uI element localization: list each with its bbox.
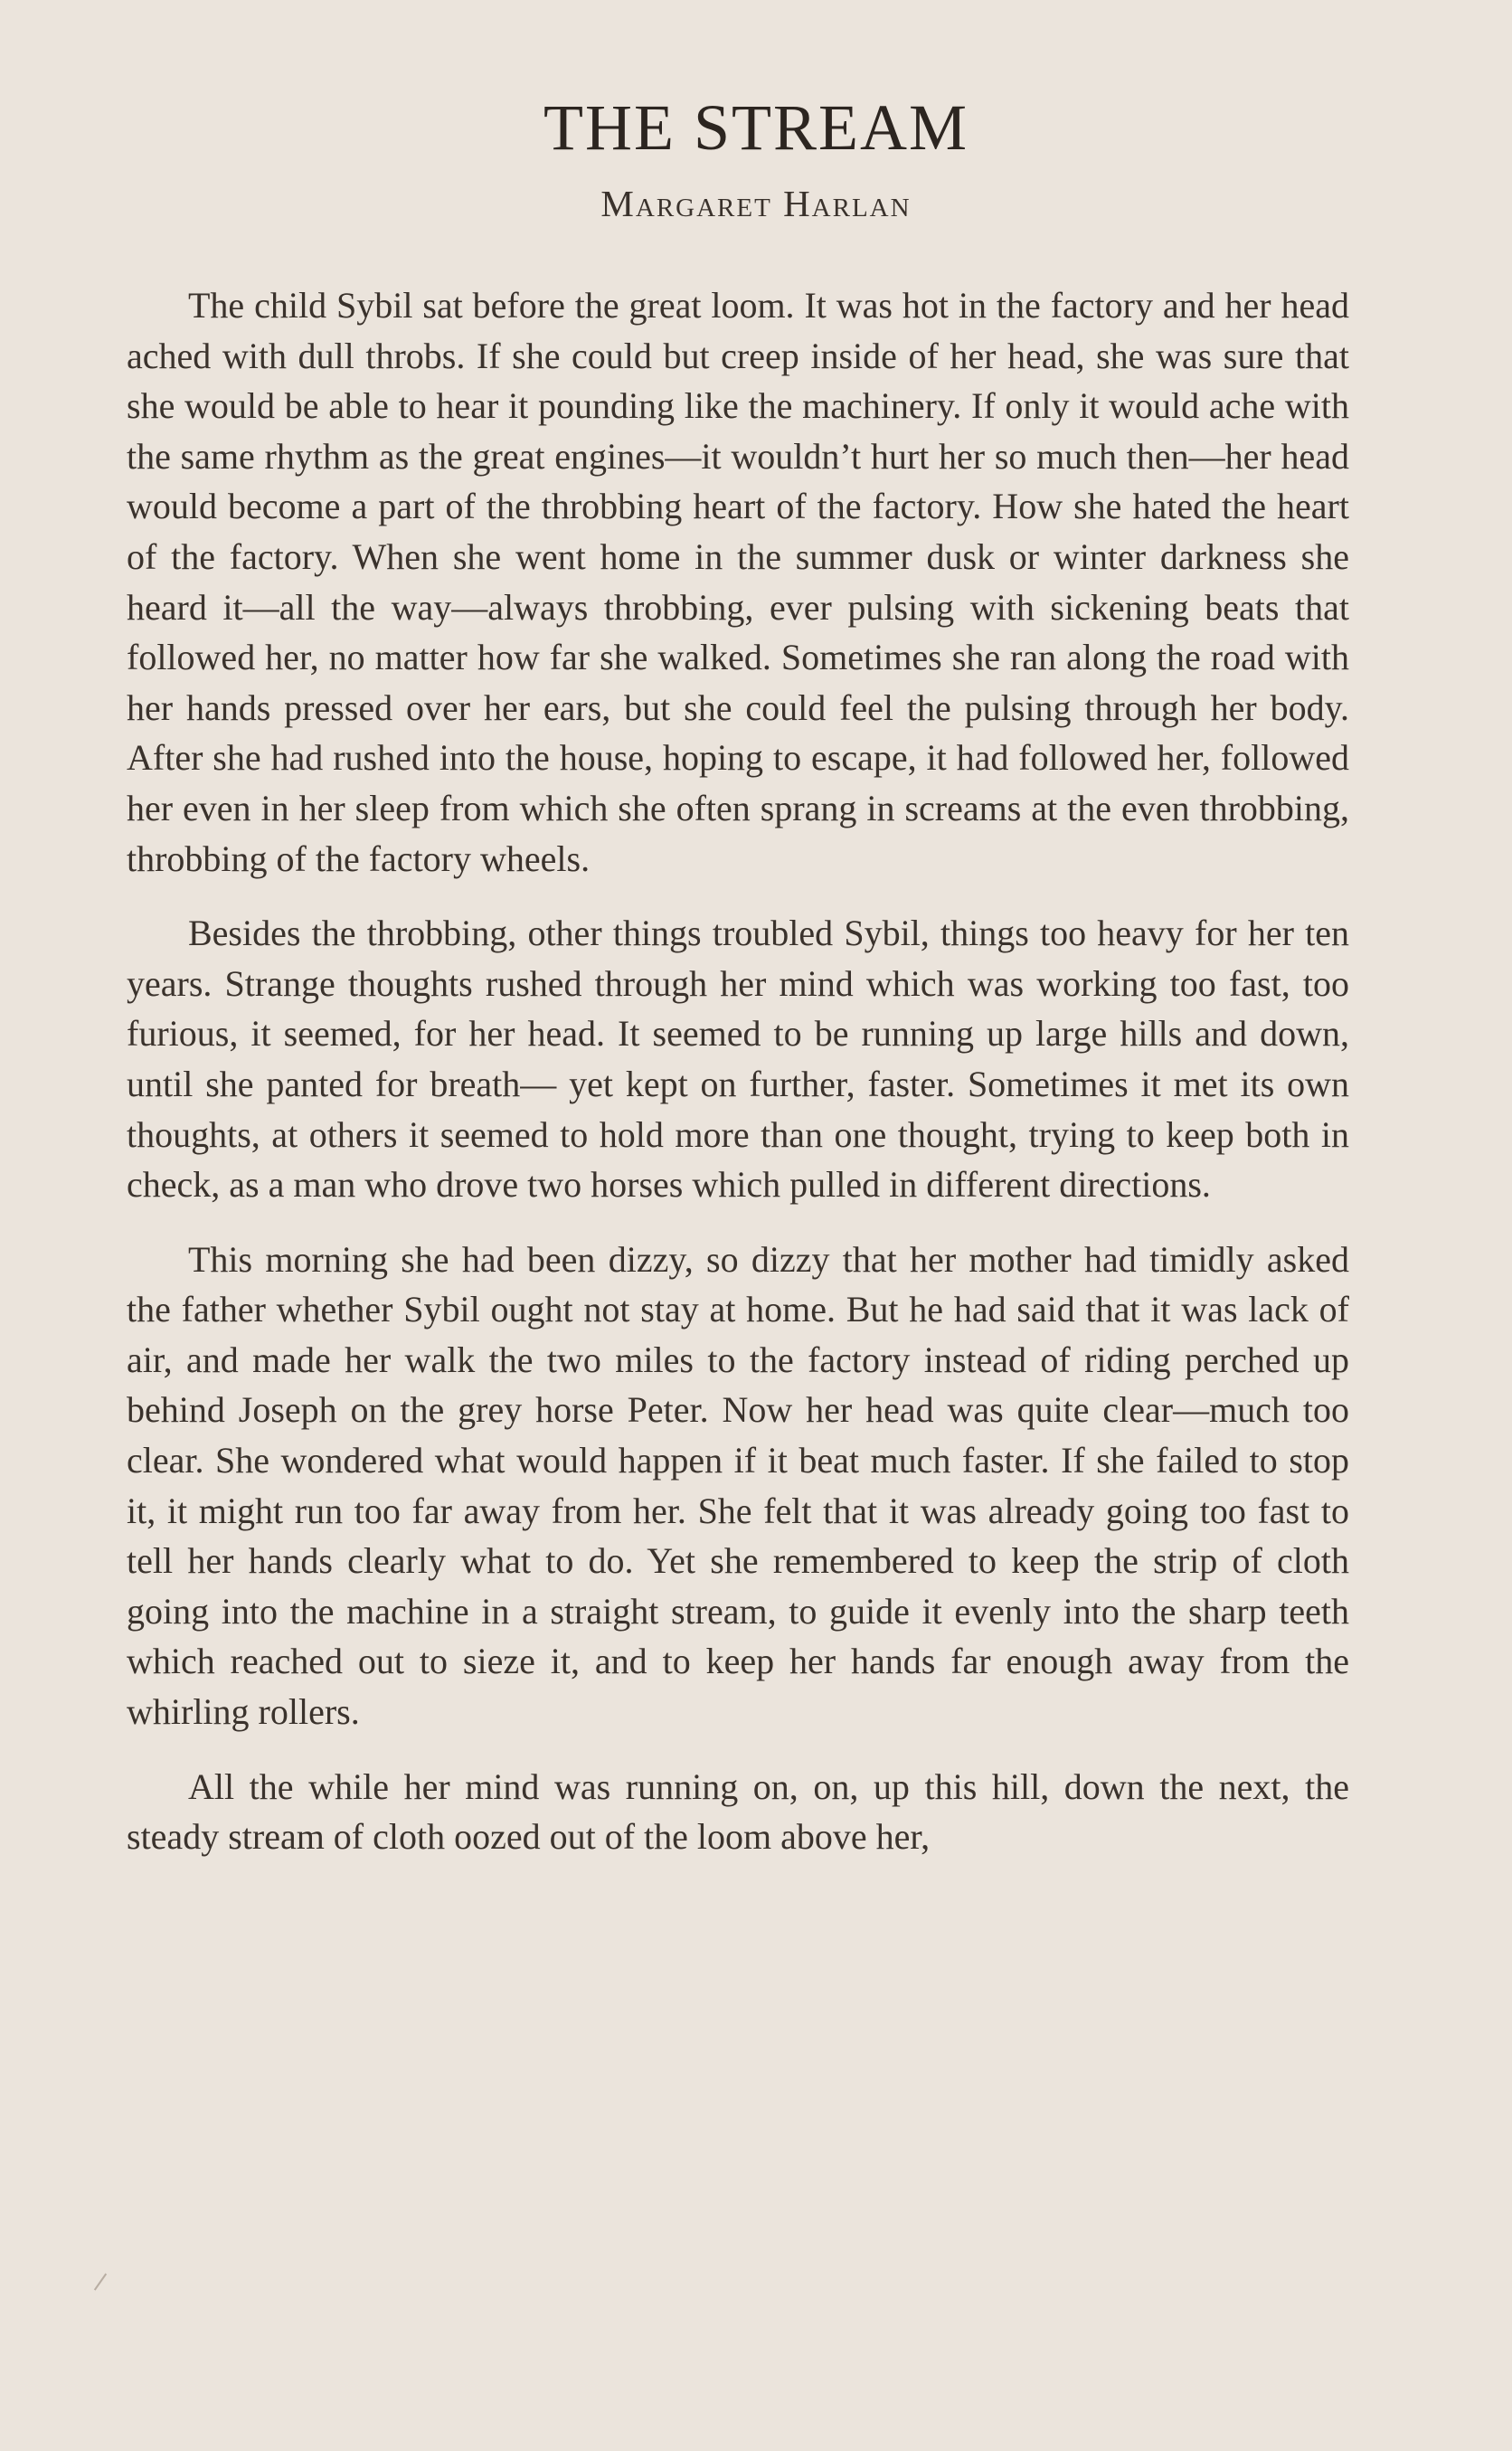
paragraph-2: Besides the throbbing, other things troubled Sybil, things too heavy for her ten years. Strange thoughts rushed through her mind which was working too fast, too furious, it seemed, for her head. It seemed to be running up large hills and down, until she panted for breath— yet kept on further, faster. Sometimes it met its own thoughts, at others it seemed to hold more than one thought, trying to keep both in check, as a man who drove two horses which pulled in different directions. [127,913,1349,1206]
paragraph-1: The child Sybil sat before the great loom. It was hot in the factory and her head ached with dull throbs. If she could but creep inside of her head, she was sure that she would be able to hear it pounding like the machinery. If only it would ache with the same rhythm as the great engines—it wouldn’t hurt her so much then—her head would become a part of the throbbing heart of the factory. How she hated the heart of the factory. When she went home in the summer dusk or winter darkness she heard it—all the way—always throbbing, ever pulsing with sickening beats that followed her, no matter how far she walked. Sometimes she ran along the road with her hands pressed over her ears, but she could feel the pulsing through her body. After she had rushed into the house, hoping to escape, it had followed her, followed her even in her sleep from which she often sprang in screams at the even throbbing, throbbing of the factory wheels. [127,285,1349,879]
paragraph-3: This morning she had been dizzy, so dizzy that her mother had timidly asked the father whether Sybil ought not stay at home. But he had said that it was lack of air, and made her walk the two miles to the factory instead of riding perched up behind Joseph on the grey horse Peter. Now her head was quite clear—much too clear. She wondered what would happen if it beat much faster. If she failed to stop it, it might run too far away from her. She felt that it was already going too fast to tell her hands clearly what to do. Yet she remembered to keep the strip of cloth going into the machine in a straight stream, to guide it evenly into the sharp teeth which reached out to sieze it, and to keep her hands far enough away from the whirling rollers. [127,1238,1349,1733]
article-body [127,280,1349,1887]
author-name: Margaret Harlan [600,183,912,224]
article-title: THE STREAM [543,91,969,164]
stray-pencil-mark [94,2273,107,2290]
paragraph-4: All the while her mind was running on, on, up this hill, down the next, the steady stream of cloth oozed out of the loom above her, [127,1765,1349,1858]
